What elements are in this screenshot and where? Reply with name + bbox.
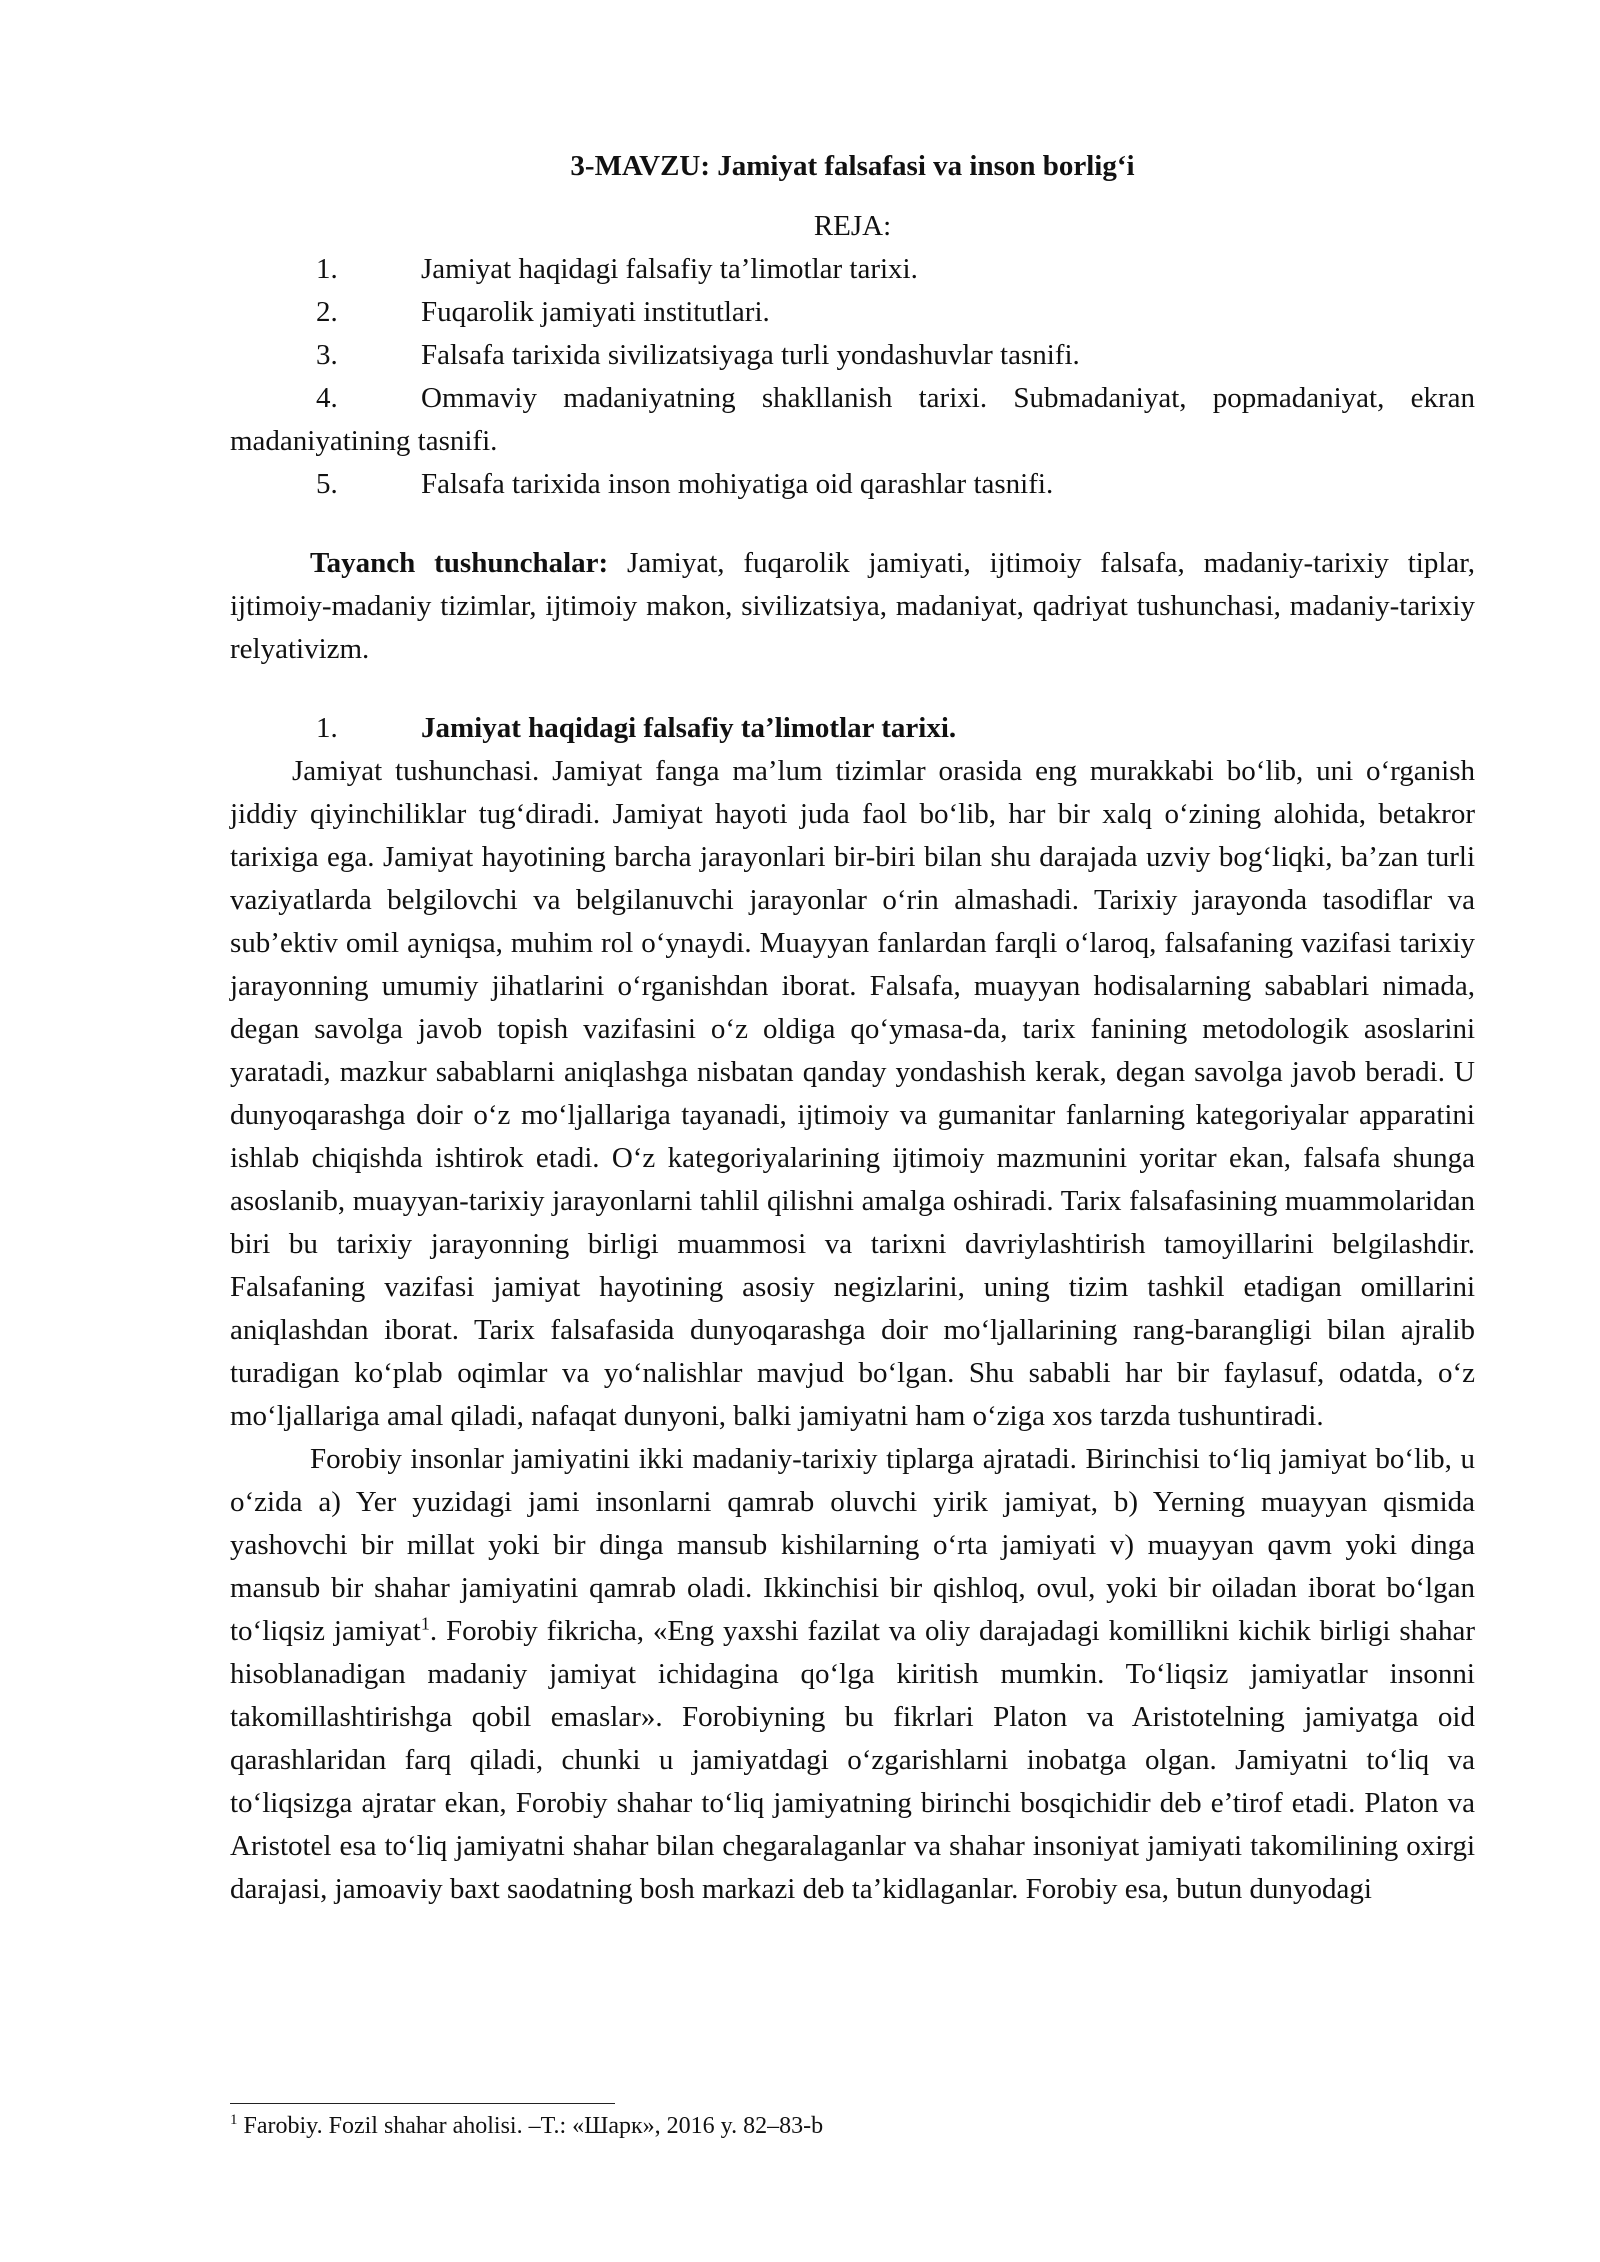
plan-item-text: Ommaviy madaniyatning shakllanish tarixi. Submadaniyat, popmadaniyat, ekran madaniyatining tasnifi. <box>230 382 1475 457</box>
paragraph-text: Forobiy insonlar jamiyatini ikki madaniy-tarixiy tiplarga ajratadi. Birinchisi to‘liq jamiyat bo‘lib, u o‘zida a) Yer yuzidagi jami insonlarni qamrab oluvchi yirik jamiyat, b) Yerning muayyan qismida yashovchi bir millat yoki bir dinga mansub kishilarning o‘rta jamiyati v) muayyan qavm yoki dinga mansub bir shahar jamiyatini qamrab oladi. Ikkinchisi bir qishloq, ovul, yoki bir oiladan iborat bo‘lgan to‘liqsiz jamiyat <box>230 1443 1475 1647</box>
plan-item-number: 5. <box>316 468 338 500</box>
key-concepts <box>230 542 1475 671</box>
section-title: Jamiyat haqidagi falsafiy ta’limotlar tarixi. <box>421 712 957 744</box>
plan-heading: REJA: <box>813 210 892 242</box>
plan-item-text: Falsafa tarixida inson mohiyatiga oid qarashlar tasnifi. <box>421 468 1054 500</box>
plan-item <box>230 377 1475 463</box>
plan-item-number: 3. <box>316 339 338 371</box>
plan-item-number: 1. <box>316 253 338 285</box>
plan-item-text: Fuqarolik jamiyati institutlari. <box>421 296 770 328</box>
plan-item-number: 2. <box>316 296 338 328</box>
section-heading <box>230 707 1475 750</box>
plan-item <box>230 463 1475 506</box>
key-concepts-label: Tayanch tushunchalar: <box>310 547 609 579</box>
page-title: 3-MAVZU: Jamiyat falsafasi va inson borlig‘i <box>570 150 1135 182</box>
footnote-text: Farobiy. Fozil shahar aholisi. –T.: «Шарк», 2016 y. 82–83-b <box>237 2113 824 2139</box>
body-paragraph: Jamiyat tushunchasi. Jamiyat fanga ma’lum tizimlar orasida eng murakkabi bo‘lib, uni o‘rganish jiddiy qiyinchiliklar tug‘diradi. Jamiyat hayoti juda faol bo‘lib, har bir xalq o‘zining alohida, betakror tarixiga ega. Jamiyat hayotining barcha jarayonlari bir-biri bilan shu darajada uzviy bog‘liqki, ba’zan turli vaziyatlarda belgilovchi va belgilanuvchi jarayonlar o‘rin almashadi. Tarixiy jarayonda tasodiflar va sub’ektiv omil ayniqsa, muhim rol o‘ynaydi. Muayyan fanlardan farqli o‘laroq, falsafaning vazifasi tarixiy jarayonning umumiy jihatlarini o‘rganishdan iborat. Falsafa, muayyan hodisalarning sabablari nimada, degan savolga javob topish vazifasini o‘z oldiga qo‘ymasa-da, tarix fanining metodologik asoslarini yaratadi, mazkur sabablarni aniqlashga nisbatan qanday yondashish kerak, degan savolga javob beradi. U dunyoqarashga doir o‘z mo‘ljallariga tayanadi, ijtimoiy va gumanitar fanlarning kategoriyalar apparatini ishlab chiqishda ishtirok etadi. O‘z kategoriyalarining ijtimoiy mazmunini yoritar ekan, falsafa shunga asoslanib, muayyan-tarixiy jarayonlarni tahlil qilishni amalga oshiradi. Tarix falsafasining muammolaridan biri bu tarixiy jarayonning birligi muammosi va tarixni davriylashtirish tamoyillarini belgilashdir. Falsafaning vazifasi jamiyat hayotining asosiy negizlarini, uning tizim tashkil etadigan omillarini aniqlashdan iborat. Tarix falsafasida dunyoqarashga doir mo‘ljallarining rang-barangligi bilan ajralib turadigan ko‘plab oqimlar va yo‘nalishlar mavjud bo‘lgan. Shu sababli har bir faylasuf, odatda, o‘z mo‘ljallariga amal qiladi, nafaqat dunyoni, balki jamiyatni ham o‘ziga xos tarzda tushuntiradi. <box>230 755 1475 1432</box>
footnote <box>230 2110 1475 2142</box>
section-number: 1. <box>316 712 338 744</box>
plan-item-number: 4. <box>316 382 338 414</box>
plan-item <box>230 248 1475 291</box>
key-concepts-text: Jamiyat, fuqarolik jamiyati, ijtimoiy falsafa, madaniy-tarixiy tiplar, ijtimoiy-madaniy tizimlar, ijtimoiy makon, sivilizatsiya, madaniyat, qadriyat tushunchasi, madaniy-tarixiy relyativizm. <box>230 547 1475 665</box>
plan-item-text: Falsafa tarixida sivilizatsiyaga turli yondashuvlar tasnifi. <box>421 339 1080 371</box>
footnote-separator <box>230 2103 615 2104</box>
plan-item <box>230 334 1475 377</box>
footnote-reference[interactable]: 1 <box>420 1613 430 1634</box>
plan-item <box>230 291 1475 334</box>
paragraph-text: . Forobiy fikricha, «Eng yaxshi fazilat va oliy darajadagi komillikni kichik birligi shahar hisoblanadigan madaniy jamiyat ichidagina qo‘lga kiritish mumkin. To‘liqsiz jamiyatlar insonni takomillashtirishga qobil emaslar». Forobiyning bu fikrlari Platon va Aristotelning jamiyatga oid qarashlaridan farq qiladi, chunki u jamiyatdagi o‘zgarishlarni inobatga olgan. Jamiyatni to‘liq va to‘liqsizga ajratar ekan, Forobiy shahar to‘liq jamiyatning birinchi bosqichidir deb e’tirof etadi. Platon va Aristotel esa to‘liq jamiyatni shahar bilan chegaralaganlar va shahar insoniyat jamiyati takomilining oxirgi darajasi, jamoaviy baxt saodatning bosh markazi deb ta’kidlaganlar. Forobiy esa, butun dunyodagi <box>230 1615 1476 1905</box>
plan-list <box>230 248 1475 506</box>
document-page <box>230 145 1475 1911</box>
footnote-number: 1 <box>230 2112 238 2128</box>
body-paragraph <box>230 1438 1475 1911</box>
plan-item-text: Jamiyat haqidagi falsafiy ta’limotlar tarixi. <box>421 253 918 285</box>
